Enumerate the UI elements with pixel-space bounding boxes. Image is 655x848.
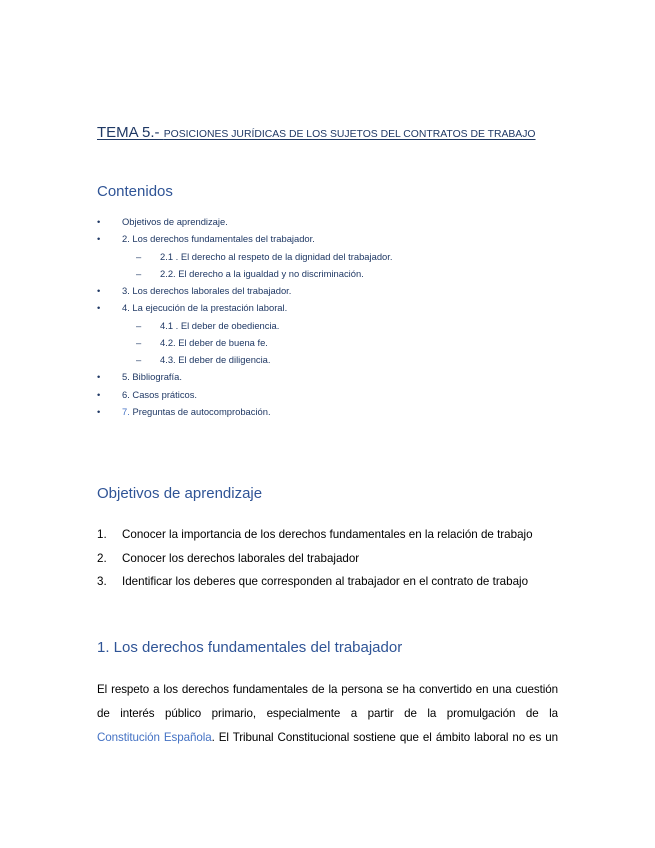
objective-item xyxy=(97,523,558,547)
toc-item xyxy=(97,386,557,403)
objective-item xyxy=(97,570,558,594)
objective-number: 2. xyxy=(97,551,107,565)
toc-item xyxy=(97,368,557,385)
objective-number: 1. xyxy=(97,528,107,541)
toc-item-label: 3. Los derechos laborales del trabajador. xyxy=(122,285,292,297)
toc-subitem xyxy=(97,265,557,282)
objective-item xyxy=(97,547,558,571)
toc-item-label: Objetivos de aprendizaje. xyxy=(122,216,228,227)
toc-dash: – xyxy=(136,336,142,348)
toc-subitem xyxy=(97,351,557,368)
toc-item-label: 4. La ejecución de la prestación laboral. xyxy=(122,302,288,314)
title-prefix: TEMA 5.- xyxy=(97,124,160,141)
toc-item-label: 2. Los derechos fundamentales del trabajador. xyxy=(122,233,315,245)
toc-item xyxy=(97,282,557,299)
title-text: POSICIONES JURÍDICAS DE LOS SUJETOS DEL CONTRATOS DE TRABAJO xyxy=(163,129,536,140)
toc-item-label: Preguntas de autocomprobación. xyxy=(132,405,271,417)
toc-bullet: • xyxy=(97,216,101,227)
toc-dash: – xyxy=(136,250,142,262)
objectives-list xyxy=(97,523,558,594)
toc-item-label: 6. Casos práticos. xyxy=(122,388,198,400)
paragraph-line xyxy=(97,726,558,750)
objective-text: Identificar los deberes que corresponden al trabajador en el contrato de trabajo xyxy=(122,575,529,588)
table-of-contents xyxy=(97,213,557,420)
toc-dash: – xyxy=(136,267,142,279)
toc-subitem-label: 4.1 . El deber de obediencia. xyxy=(160,319,280,331)
toc-item xyxy=(97,299,557,316)
toc-subitem-label: 4.2. El deber de buena fe. xyxy=(160,336,268,348)
section-heading: 1. Los derechos fundamentales del trabajador xyxy=(97,639,403,656)
objectives-heading: Objetivos de aprendizaje xyxy=(97,485,263,502)
constitucion-link[interactable]: Constitución Española xyxy=(97,731,212,744)
toc-subitem-label: 4.3. El deber de diligencia. xyxy=(160,354,271,366)
toc-item-label-group xyxy=(122,403,271,420)
toc-item xyxy=(97,230,557,247)
toc-bullet: • xyxy=(97,388,101,400)
toc-dash: – xyxy=(136,354,142,366)
toc-dash: – xyxy=(136,319,142,331)
toc-subitem xyxy=(97,248,557,265)
objective-text: Conocer la importancia de los derechos fundamentales en la relación de trabajo xyxy=(122,528,533,541)
toc-subitem-label: 2.1 . El derecho al respeto de la dignidad del trabajador. xyxy=(160,250,393,262)
document-title xyxy=(97,124,536,144)
toc-item-number: 7. xyxy=(122,405,130,417)
toc-subitem-label: 2.2. El derecho a la igualdad y no discriminación. xyxy=(160,267,364,279)
section-paragraph xyxy=(97,678,558,750)
toc-item xyxy=(97,403,557,420)
toc-item-label: 5. Bibliografía. xyxy=(122,371,182,383)
toc-bullet: • xyxy=(97,302,101,314)
paragraph-line: El respeto a los derechos fundamentales de la persona se ha convertido en una cuestión xyxy=(97,683,558,696)
toc-bullet: • xyxy=(97,285,101,297)
contents-heading: Contenidos xyxy=(97,183,173,200)
toc-bullet: • xyxy=(97,233,101,245)
objective-text: Conocer los derechos laborales del trabajador xyxy=(122,551,360,565)
toc-item xyxy=(97,213,557,230)
objective-number: 3. xyxy=(97,575,107,588)
paragraph-line: de interés público primario, especialmente a partir de la promulgación de la xyxy=(97,707,558,720)
toc-subitem xyxy=(97,334,557,351)
paragraph-line-rest: . El Tribunal Constitucional sostiene que el ámbito laboral no es un xyxy=(211,731,558,744)
toc-bullet: • xyxy=(97,371,101,383)
toc-subitem xyxy=(97,317,557,334)
toc-bullet: • xyxy=(97,405,101,417)
